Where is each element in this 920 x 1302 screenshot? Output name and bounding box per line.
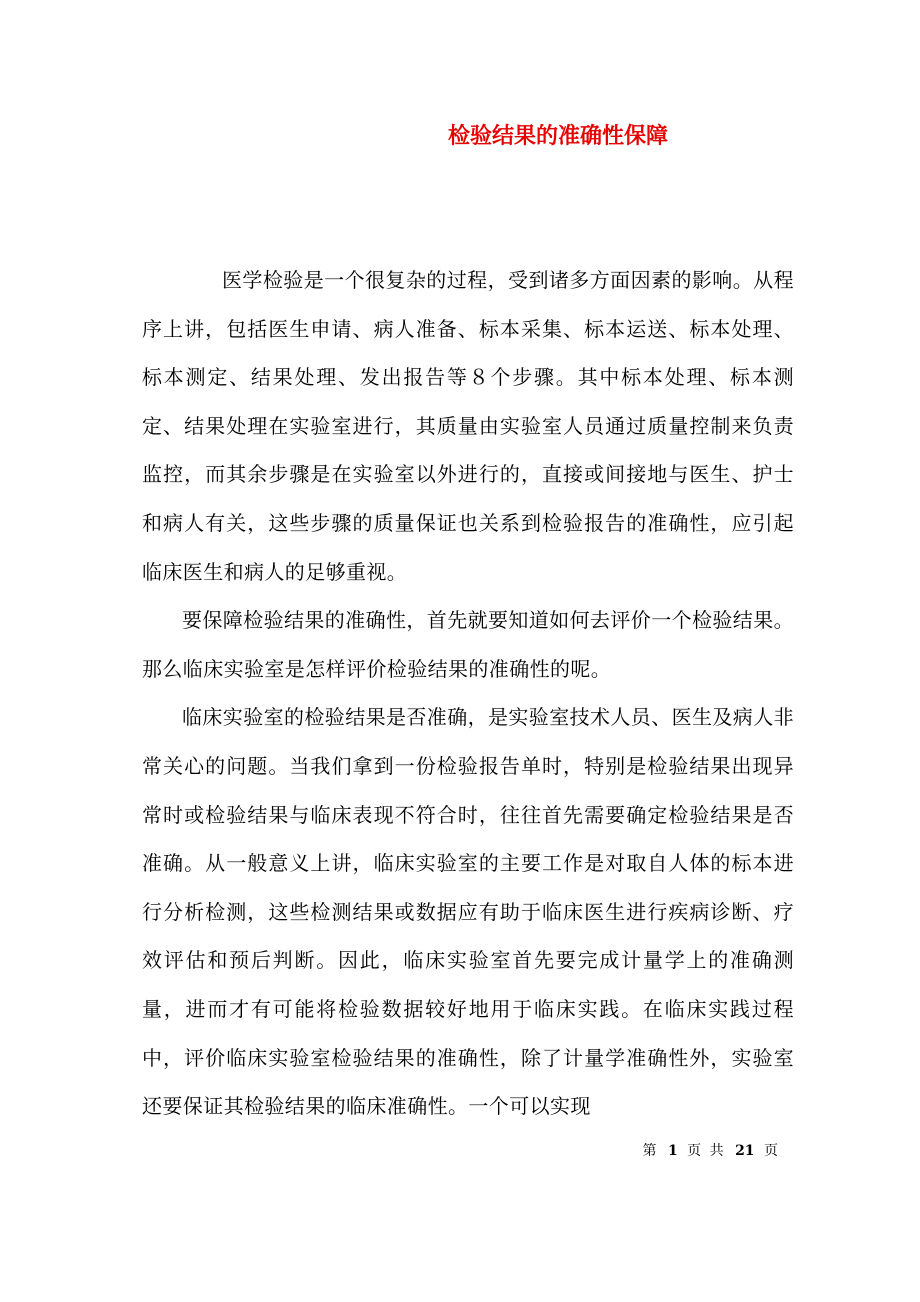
document-title: 检验结果的准确性保障 xyxy=(447,123,668,149)
footer-page-number: 1 xyxy=(667,1143,678,1159)
paragraph-3: 临床实验室的检验结果是否准确，是实验室技术人员、医生及病人非常关心的问题。当我们拿到一份检验报告单时，特别是检验结果出现异常时或检验结果与临床表现不符合时，往往首先需要确定检验结果是否准确。从一般意义上讲，临床实验室的主要工作是对取自人体的标本进行分析检测，这些检测结果或数据应有助于临床医生进行疾病诊断、疗效评估和预后判断。因此，临床实验室首先要完成计量学上的准确测量，进而才有可能将检验数据较好地用于临床实践。在临床实践过程中，评价临床实验室检验结果的准确性，除了计量学准确性外，实验室还要保证其检验结果的临床准确性。一个可以实现 xyxy=(142,705,794,1119)
paragraph-1: 医学检验是一个很复杂的过程，受到诸多方面因素的影响。从程序上讲，包括医生申请、病人准备、标本采集、标本运送、标本处理、标本测定、结果处理、发出报告等８个步骤。其中标本处理、标本测定、结果处理在实验室进行，其质量由实验室人员通过质量控制来负责监控，而其余步骤是在实验室以外进行的，直接或间接地与医生、护士和病人有关，这些步骤的质量保证也关系到检验报告的准确性，应引起临床医生和病人的足够重视。 xyxy=(142,268,794,584)
paragraph-2: 要保障检验结果的准确性，首先就要知道如何去评价一个检验结果。那么临床实验室是怎样评价检验结果的准确性的呢。 xyxy=(142,608,794,681)
footer-suffix: 页 xyxy=(764,1143,780,1159)
page-footer xyxy=(0,1141,780,1161)
footer-total-pages: 21 xyxy=(735,1143,755,1159)
document-body xyxy=(142,256,794,1131)
footer-prefix: 第 xyxy=(642,1143,659,1159)
footer-middle: 页 共 xyxy=(687,1143,726,1159)
